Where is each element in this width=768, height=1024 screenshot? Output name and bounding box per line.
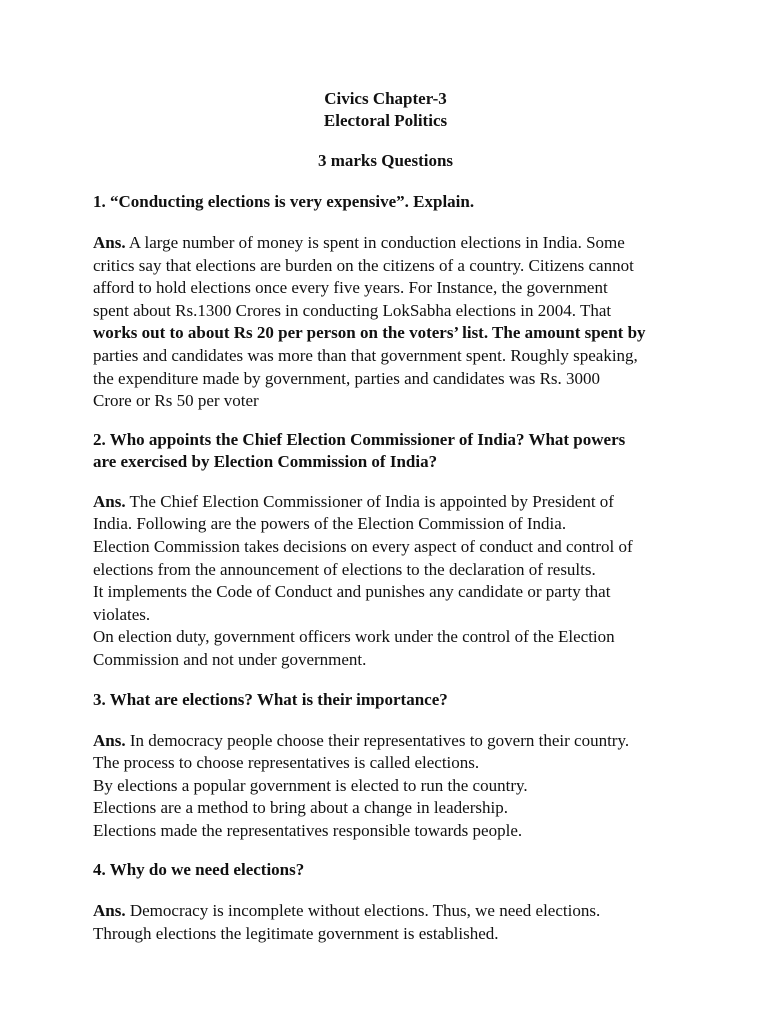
answer-line: Through elections the legitimate government is established. <box>93 924 499 944</box>
answer-2 <box>93 491 678 672</box>
question-3: 3. What are elections? What is their importance? <box>93 689 448 709</box>
ans-label: Ans. <box>93 233 126 252</box>
answer-line: On election duty, government officers work under the control of the Election <box>93 627 615 647</box>
answer-text: In democracy people choose their representatives to govern their country. <box>125 730 630 750</box>
answer-text: The Chief Election Commissioner of India is appointed by President of <box>125 491 614 511</box>
answer-line: the expenditure made by government, parties and candidates was Rs. 3000 <box>93 368 601 388</box>
answer-1 <box>93 232 678 413</box>
answer-line: parties and candidates was more than that government spent. Roughly speaking, <box>93 345 638 365</box>
ans-label: Ans. <box>93 491 126 511</box>
answer-line: India. Following are the powers of the Election Commission of India. <box>93 514 567 534</box>
answer-line: Crore or Rs 50 per voter <box>93 391 259 411</box>
ans-label: Ans. <box>93 901 126 921</box>
answer-line <box>93 730 678 753</box>
answer-line: By elections a popular government is elected to run the country. <box>93 775 528 795</box>
answer-text: Democracy is incomplete without elections. Thus, we need elections. <box>125 901 601 921</box>
answer-line: It implements the Code of Conduct and punishes any candidate or party that <box>93 582 611 602</box>
answer-line: Elections are a method to bring about a change in leadership. <box>93 798 508 818</box>
answer-text: A large number of money is spent in conduction elections in India. Some <box>125 233 625 252</box>
answer-line <box>93 900 678 923</box>
answer-line: The process to choose representatives is called elections. <box>93 753 480 773</box>
answer-4 <box>93 900 678 945</box>
answer-line: critics say that elections are burden on the citizens of a country. Citizens cannot <box>93 255 634 275</box>
chapter-subtitle: Electoral Politics <box>323 111 448 130</box>
question-line: 2. Who appoints the Chief Election Commissioner of India? What powers <box>93 429 626 449</box>
answer-line: afford to hold elections once every five years. For Instance, the government <box>93 278 608 298</box>
answer-line: violates. <box>93 604 151 624</box>
chapter-title: Civics Chapter-3 <box>324 89 447 108</box>
question-4: 4. Why do we need elections? <box>93 860 305 880</box>
question-line: are exercised by Election Commission of India? <box>93 451 438 471</box>
answer-line: Elections made the representatives responsible towards people. <box>93 820 523 840</box>
section-heading: 3 marks Questions <box>317 151 454 170</box>
answer-line <box>93 232 678 255</box>
answer-3 <box>93 730 678 843</box>
answer-line: works out to about Rs 20 per person on the voters’ list. The amount spent by <box>93 323 646 343</box>
answer-line <box>93 491 678 514</box>
answer-line: Election Commission takes decisions on every aspect of conduct and control of <box>93 536 633 556</box>
answer-line: Commission and not under government. <box>93 649 367 669</box>
question-2 <box>93 429 678 473</box>
answer-line: spent about Rs.1300 Crores in conducting LokSabha elections in 2004. That <box>93 300 612 320</box>
ans-label: Ans. <box>93 730 126 750</box>
question-1: 1. “Conducting elections is very expensive”. Explain. <box>93 192 475 211</box>
answer-line: elections from the announcement of elections to the declaration of results. <box>93 559 596 579</box>
